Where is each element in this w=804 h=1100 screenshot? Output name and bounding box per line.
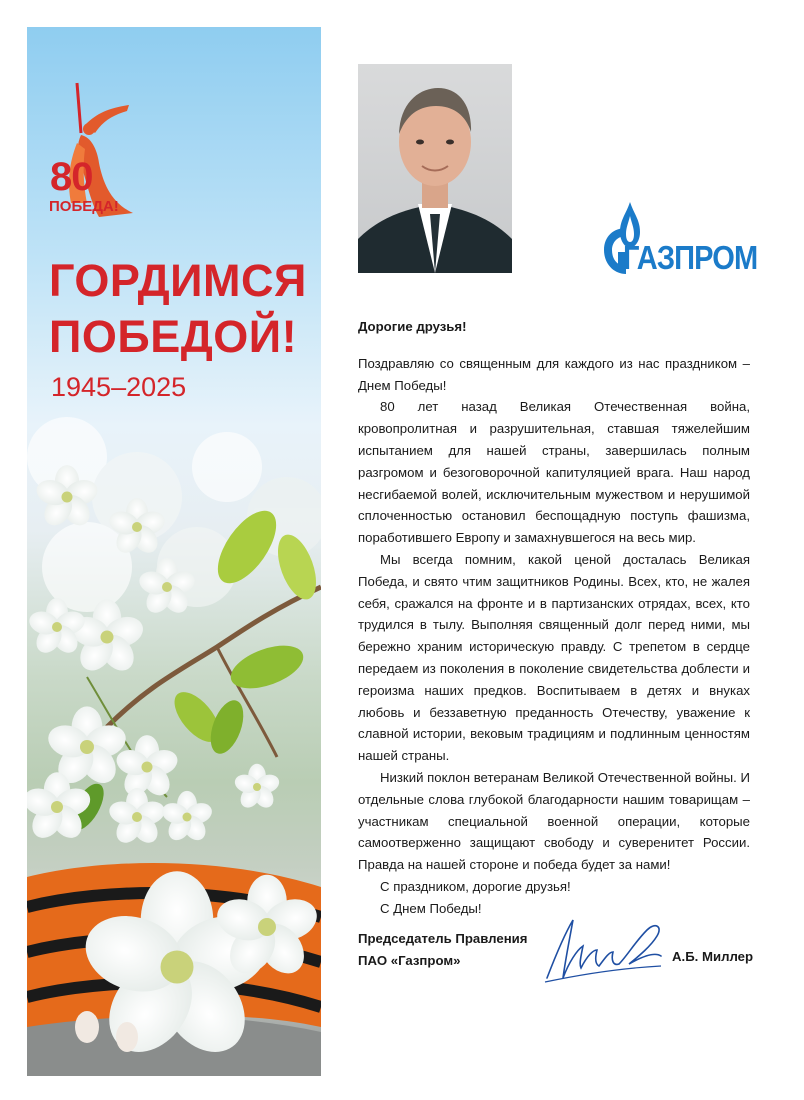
motherland-statue-icon (47, 53, 137, 253)
signatory-name: А.Б. Миллер (672, 949, 754, 964)
signatory-title-line-1: Председатель Правления (358, 931, 528, 946)
poster-title-line-2: ПОБЕДОЙ! (49, 311, 298, 362)
portrait-illustration (358, 64, 512, 273)
letter-paragraph-1: Поздравляю со священным для каждого из нас праздником – Днем Победы! (358, 355, 750, 393)
letter-body (358, 316, 750, 920)
handwritten-signature-icon (543, 912, 665, 986)
emblem-number: 80 (50, 155, 93, 199)
signatory-title-line-2: ПАО «Газпром» (358, 952, 461, 968)
victory-poster (27, 27, 321, 1076)
letter-paragraph-4: Низкий поклон ветеранам Великой Отечественной войны. И отдельные слова глубокой благодарности нашим товарищам – участникам специальной военной операции, которые самоотверженно защищают свободу и суверенитет России. Правда на нашей стороне и победа будет за нами! (358, 769, 750, 873)
signatory-title (358, 928, 528, 972)
portrait-photo (358, 64, 512, 273)
letter-greeting: Дорогие друзья! (358, 319, 467, 334)
poster-years: 1945–2025 (51, 372, 187, 402)
emblem-word: ПОБЕДА! (49, 198, 119, 215)
letter-paragraph-3: Мы всегда помним, какой ценой досталась Великая Победа, и свято чтим защитников Родины. Всех, кто, не жалея себя, сражался на фронте и в партизанских отрядах, всех, кто трудился в тылу. Выполняя священный долг перед ними, мы бережно храним историческую правду. С трепетом в сердце передаем из поколения в поколение свидетельства доблести и героизма наших предков. Воспитываем в детях и внуках любовь и беззаветную преданность Отечеству, уважение к славной истории, вековым традициям и подлинным ценностям нашей страны. (358, 551, 750, 764)
letter-paragraph-2: 80 лет назад Великая Отечественная война, кровопролитная и разрушительная, ставшая тяжелейшим испытанием для нашей страны, завершилась полным разгромом и безоговорочной капитуляцией врага. Наш народ несгибаемой волей, исключительным мужеством и нерушимой сплоченностью остановил беспощадную поступь фашизма, поработившего Европу и замахнувшегося на весь мир. (358, 399, 750, 546)
letter-closing-2: С Днем Победы! (380, 900, 482, 916)
letter-closing-1: С праздником, дорогие друзья! (380, 878, 571, 894)
poster-title-line-1: ГОРДИМСЯ (49, 255, 307, 306)
poster-title (49, 253, 319, 365)
gazprom-logo-text: ГАЗПРОМ (623, 239, 758, 276)
